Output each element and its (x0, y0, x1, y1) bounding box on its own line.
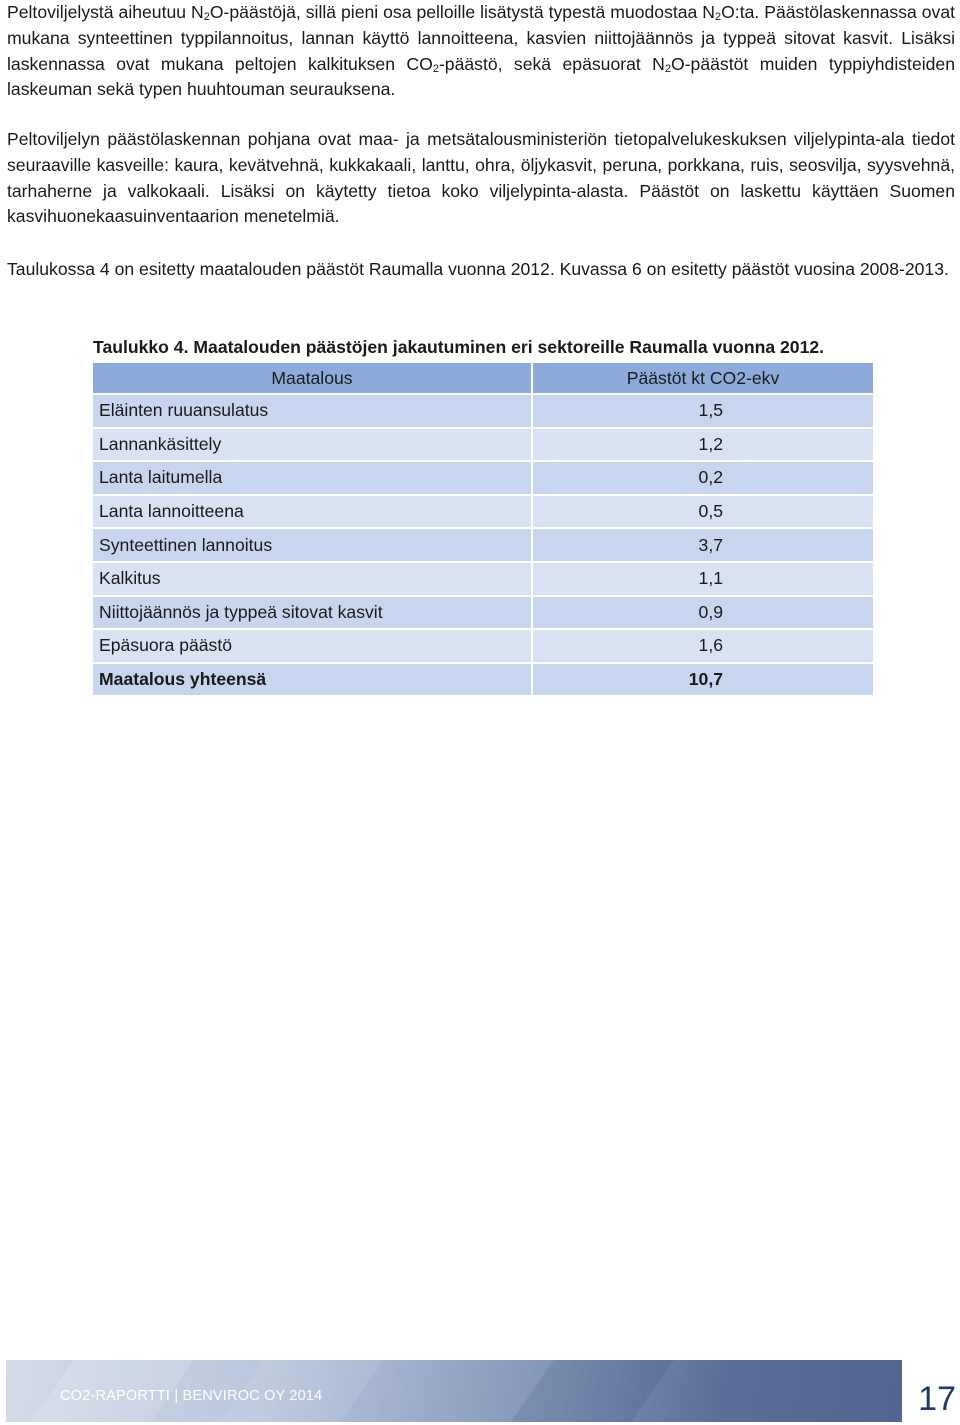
row-value: 0,5 (533, 496, 873, 528)
table-row (93, 496, 873, 528)
table-total-row (93, 664, 873, 696)
total-value: 10,7 (533, 664, 873, 696)
total-label: Maatalous yhteensä (93, 664, 531, 696)
emissions-table (91, 361, 875, 697)
row-label: Lannankäsittely (93, 429, 531, 461)
p1-text-d: -päästö, sekä epäsuorat N (438, 53, 665, 74)
row-label: Synteettinen lannoitus (93, 529, 531, 561)
table-caption: Taulukko 4. Maatalouden päästöjen jakautuminen eri sektoreille Raumalla vuonna 2012. (93, 337, 825, 357)
table-header-row (93, 363, 873, 393)
footer-text: CO2-RAPORTTI | BENVIROC OY 2014 (60, 1388, 323, 1404)
table-row (93, 563, 873, 595)
table-row (93, 597, 873, 629)
p1-text-b: O-päästöjä, sillä pieni osa pelloille lisätystä typestä muodostaa N (209, 2, 715, 22)
table-row (93, 395, 873, 427)
p1-text-c: O:ta. Päästölaskennassa ovat mukana synteettinen typpilannoitus, lannan käyttö lannoitteena, kasvien niittojäännös ja typpeä sitovat kasvit. Lisäksi laskennassa ovat mukana peltojen kalkituksen CO (7, 2, 956, 74)
table-row (93, 429, 873, 461)
table-row (93, 462, 873, 494)
row-value: 1,1 (533, 563, 873, 595)
row-value: 1,2 (533, 429, 873, 461)
row-label: Niittojäännös ja typpeä sitovat kasvit (93, 597, 531, 629)
row-label: Epäsuora päästö (93, 630, 531, 662)
header-emissions: Päästöt kt CO2-ekv (533, 363, 873, 393)
methods-paragraph: Peltoviljelyn päästölaskennan pohjana ovat maa- ja metsätalousministeriön tietopalvelukeskuksen viljelypinta-ala tiedot seuraaville kasveille: kaura, kevätvehnä, kukkakaali, lanttu, ohra, öljykasvit, peruna, porkkana, ruis, seosvilja, syysvehnä, tarhaherne ja valkokaali. Lisäksi on käytetty tietoa koko viljelypinta-alasta. Päästöt on laskettu käyttäen Suomen kasvihuonekaasuinventaarion menetelmiä. (7, 129, 955, 227)
page-number: 17 (918, 1380, 956, 1418)
row-label: Lanta lannoitteena (93, 496, 531, 528)
row-value: 0,9 (533, 597, 873, 629)
row-label: Lanta laitumella (93, 462, 531, 494)
row-value: 1,5 (533, 395, 873, 427)
row-value: 3,7 (533, 529, 873, 561)
row-value: 0,2 (533, 462, 873, 494)
p1-subscript-4: 2 (664, 62, 672, 75)
row-label: Kalkitus (93, 563, 531, 595)
header-sector: Maatalous (93, 363, 531, 393)
table-row (93, 630, 873, 662)
table-row (93, 529, 873, 561)
intro-paragraph (7, 0, 955, 103)
p1-text-a: Peltoviljelystä aiheutuu N (7, 2, 204, 22)
p1-subscript-2: 2 (715, 11, 722, 23)
row-value: 1,6 (533, 630, 873, 662)
p1-subscript-1: 2 (203, 11, 210, 23)
table-reference-paragraph: Taulukossa 4 on esitetty maatalouden päästöt Raumalla vuonna 2012. Kuvassa 6 on esitetty päästöt vuosina 2008-2013. (7, 259, 949, 279)
row-label: Eläinten ruuansulatus (93, 395, 531, 427)
footer-decoration (484, 1360, 688, 1422)
p1-subscript-3: 2 (432, 62, 439, 75)
p1-text-e: O-päästöt muiden typpiyhdisteiden laskeuman sekä typen huuhtouman seurauksena. (7, 53, 955, 100)
